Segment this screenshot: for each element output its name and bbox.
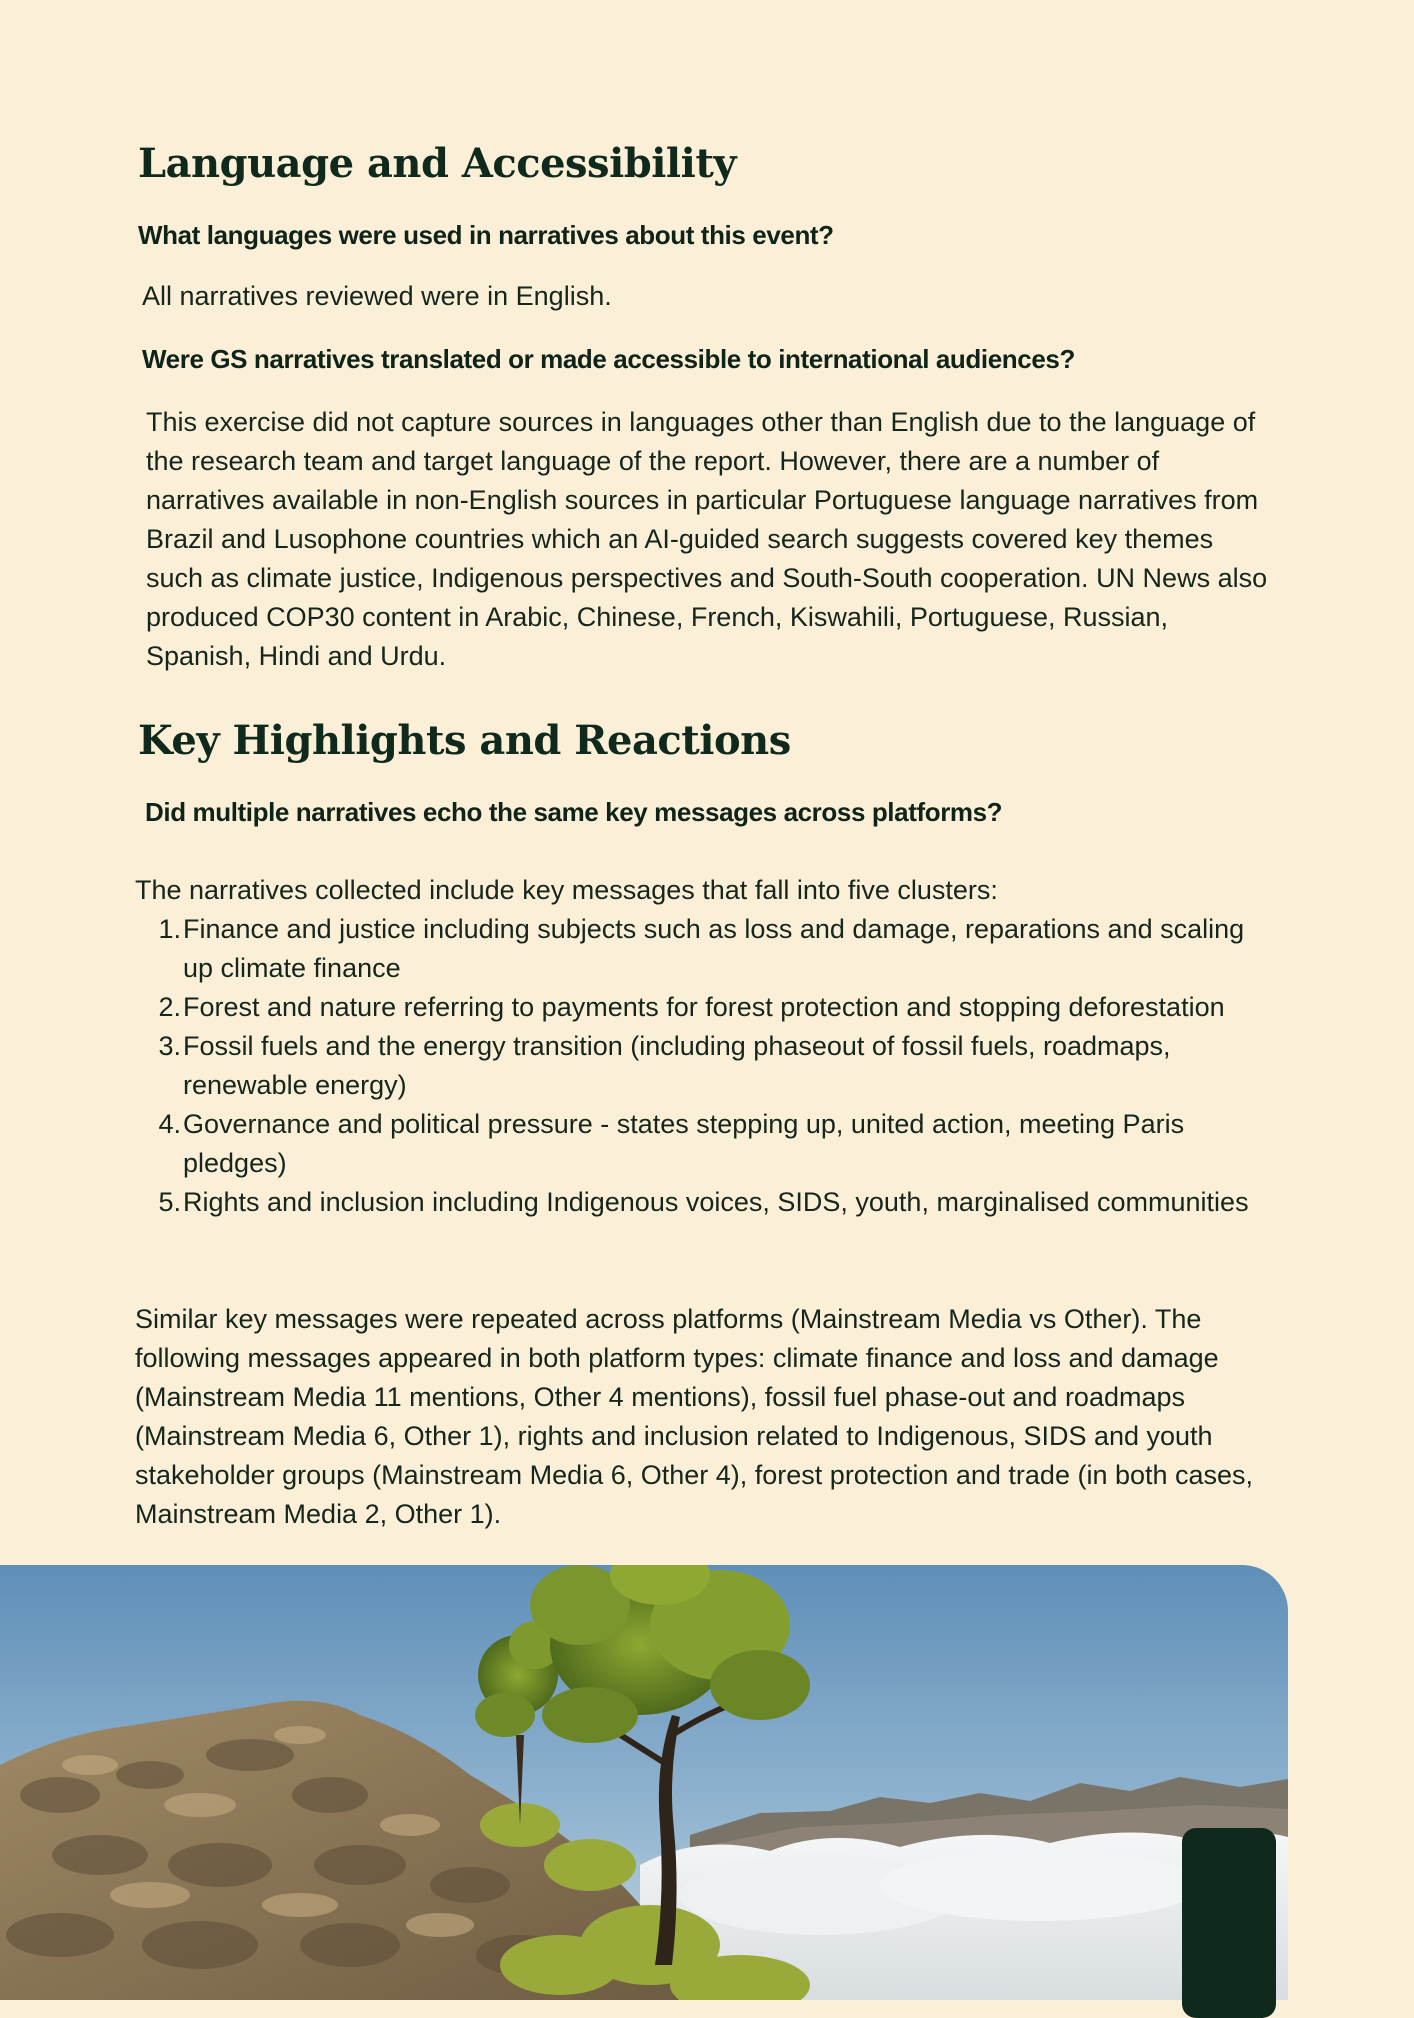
list-item (135, 1105, 1275, 1183)
clusters-intro: The narratives collected include key messages that fall into five clusters: (135, 875, 998, 905)
answer-languages-used: All narratives reviewed were in English. (142, 281, 612, 311)
list-number: 3. (158, 1031, 181, 1061)
question-echo-messages: Did multiple narratives echo the same key messages across platforms? (145, 797, 1003, 827)
platform-summary: Similar key messages were repeated across platforms (Mainstream Media vs Other). The following messages appeared in both platform types: climate finance and loss and damage (Mainstream Media 11 mentions, Other 4 mentions), fossil fuel phase-out and roadmaps (Mainstream Media 6, Other 1), rights and inclusion related to Indigenous, SIDS and youth stakeholder groups (Mainstream Media 6, Other 4), forest protection and trade (in both cases, Mainstream Media 2, Other 1). (135, 1304, 1254, 1529)
list-number: 5. (158, 1187, 181, 1217)
list-number: 1. (158, 914, 181, 944)
list-item-text: Rights and inclusion including Indigenous voices, SIDS, youth, marginalised communities (183, 1187, 1249, 1217)
answer-translated: This exercise did not capture sources in languages other than English due to the language of the research team and target language of the report. However, there are a number of narratives available in non-English sources in particular Portuguese language narratives from Brazil and Lusophone countries which an AI-guided search suggests covered key themes such as climate justice, Indigenous perspectives and South-South cooperation. UN News also produced COP30 content in Arabic, Chinese, French, Kiswahili, Portuguese, Russian, Spanish, Hindi and Urdu. (146, 407, 1268, 671)
list-item-text: Fossil fuels and the energy transition (including phaseout of fossil fuels, roadmaps, renewable energy) (183, 1031, 1171, 1100)
list-item-text: Forest and nature referring to payments for forest protection and stopping deforestation (183, 992, 1225, 1022)
landscape-photo (0, 1565, 1288, 2000)
dark-tab-decoration (1182, 1828, 1276, 2018)
section-title-language: Language and Accessibility (138, 140, 737, 187)
clusters-list (135, 910, 1275, 1222)
list-item (135, 1183, 1275, 1222)
question-languages-used: What languages were used in narratives about this event? (138, 220, 834, 250)
list-item-text: Finance and justice including subjects such as loss and damage, reparations and scaling up climate finance (183, 914, 1245, 983)
list-item-text: Governance and political pressure - states stepping up, united action, meeting Paris pledges) (183, 1109, 1185, 1178)
list-item (135, 988, 1275, 1027)
list-number: 2. (158, 992, 181, 1022)
list-item (135, 910, 1275, 988)
list-number: 4. (158, 1109, 181, 1139)
question-translated: Were GS narratives translated or made accessible to international audiences? (142, 344, 1075, 374)
list-item (135, 1027, 1275, 1105)
section-title-highlights: Key Highlights and Reactions (138, 717, 791, 764)
